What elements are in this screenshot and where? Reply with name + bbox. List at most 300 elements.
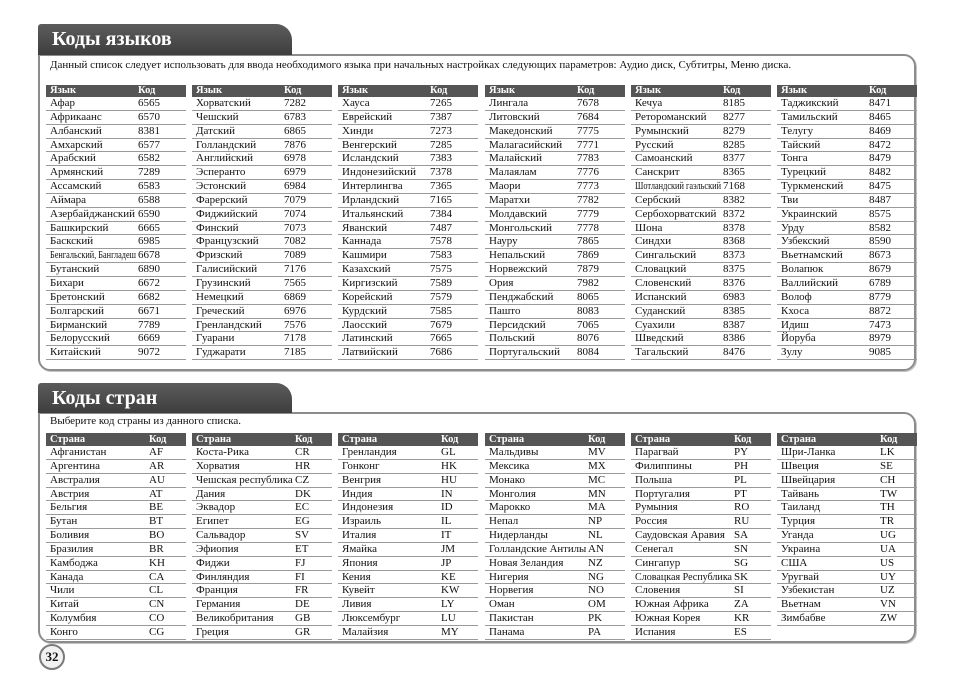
country-row [46, 515, 186, 529]
country-name-cell [489, 543, 586, 556]
country-row [485, 557, 625, 571]
country-name-cell [196, 529, 293, 542]
language-name: Русский [635, 138, 674, 151]
country-name: Гонконг [342, 459, 380, 472]
country-name-cell [196, 612, 293, 625]
country-name: Бутан [50, 515, 78, 528]
country-table-column [338, 433, 478, 640]
country-name-cell [50, 529, 147, 542]
language-row [338, 222, 478, 236]
language-row [777, 194, 917, 208]
country-name: Индонезия [342, 501, 394, 514]
language-name-cell [489, 346, 575, 359]
country-name-cell [50, 626, 147, 639]
country-code: ZW [880, 612, 898, 625]
language-name: Бирманский [50, 318, 108, 331]
language-name-cell [489, 152, 575, 165]
country-code: OM [588, 598, 606, 611]
language-code: 7779 [577, 207, 599, 220]
country-name-cell [50, 557, 147, 570]
language-name-cell [781, 139, 867, 152]
language-code: 7282 [284, 97, 306, 109]
language-name: Французский [196, 235, 259, 248]
language-name-cell [781, 194, 867, 207]
language-code: 7165 [430, 193, 452, 206]
language-name-cell [50, 277, 136, 290]
country-code: TW [880, 487, 898, 500]
language-name-cell [781, 305, 867, 318]
language-row [46, 332, 186, 346]
language-code: 6570 [138, 110, 160, 123]
country-name: Южная Корея [635, 612, 701, 625]
language-name: Науру [489, 235, 518, 248]
language-code: 8476 [723, 346, 745, 359]
language-name-cell [489, 249, 575, 262]
country-name-cell [196, 446, 293, 459]
language-name: Малагасийский [489, 138, 563, 151]
country-name-cell [50, 612, 147, 625]
language-row [338, 125, 478, 139]
country-row [485, 626, 625, 640]
country-name-cell [635, 557, 732, 570]
country-code: MC [588, 473, 606, 486]
language-row [631, 291, 771, 305]
language-name-cell [50, 249, 136, 262]
country-name-cell [489, 515, 586, 528]
language-row [46, 235, 186, 249]
language-name-cell [342, 194, 428, 207]
language-row [485, 249, 625, 263]
country-row [338, 571, 478, 585]
language-name-cell [489, 111, 575, 124]
language-row [485, 305, 625, 319]
language-code: 6565 [138, 97, 160, 109]
language-name-cell [50, 332, 136, 345]
country-name: Великобритания [196, 612, 274, 625]
language-name: Аймара [50, 193, 86, 206]
country-code-header: Код [441, 434, 459, 445]
language-row [631, 263, 771, 277]
language-name: Малайский [489, 152, 543, 165]
language-name-cell [196, 346, 282, 359]
language-row [46, 125, 186, 139]
language-code: 6588 [138, 193, 160, 206]
language-name: Кхоса [781, 304, 810, 317]
country-code: KR [734, 612, 750, 625]
country-row [46, 446, 186, 460]
country-row [777, 474, 917, 488]
country-row [192, 543, 332, 557]
language-name: Тайский [781, 138, 821, 151]
language-code: 8285 [723, 138, 745, 151]
country-row [485, 571, 625, 585]
country-row [192, 529, 332, 543]
country-row [46, 460, 186, 474]
language-column-header [631, 85, 771, 97]
language-code: 8679 [869, 263, 891, 276]
language-name-cell [635, 291, 721, 304]
language-name: Узбекский [781, 235, 830, 248]
country-name-cell [50, 598, 147, 611]
country-name: Пакистан [489, 612, 534, 625]
language-name-cell [781, 277, 867, 290]
country-name-header: Страна [635, 434, 671, 445]
language-row [485, 208, 625, 222]
country-row [777, 501, 917, 515]
country-name-cell [196, 626, 293, 639]
language-code: 7378 [430, 166, 452, 179]
country-row [631, 529, 771, 543]
country-code: NG [588, 570, 604, 583]
country-code: SA [734, 529, 749, 542]
country-code: LK [880, 446, 895, 458]
country-code: RU [734, 515, 750, 528]
language-name: Норвежский [489, 263, 548, 276]
country-name-cell [50, 501, 147, 514]
country-row [631, 501, 771, 515]
country-code: EG [295, 515, 310, 528]
language-name: Польский [489, 332, 535, 345]
language-row [631, 111, 771, 125]
language-code: 7365 [430, 180, 452, 193]
language-code: 7074 [284, 207, 306, 220]
country-code: FI [295, 570, 305, 583]
country-name-cell [196, 584, 293, 597]
language-code: 7289 [138, 166, 160, 179]
country-name-cell [342, 474, 439, 487]
language-row [192, 291, 332, 305]
language-name-cell [489, 263, 575, 276]
language-row [777, 111, 917, 125]
language-code: 6985 [138, 235, 160, 248]
country-name: Боливия [50, 529, 90, 542]
country-name-cell [489, 598, 586, 611]
language-name-cell [342, 139, 428, 152]
country-name: Парагвай [635, 446, 679, 458]
country-row [631, 557, 771, 571]
country-name-cell [635, 543, 732, 556]
country-code: AN [588, 542, 604, 555]
country-name: Узбекистан [781, 584, 835, 597]
language-code: 7487 [430, 221, 452, 234]
language-name-cell [50, 235, 136, 248]
language-column-header [338, 85, 478, 97]
language-code: 6582 [138, 152, 160, 165]
language-name-cell [489, 139, 575, 152]
language-code: 8376 [723, 276, 745, 289]
language-name: Фарерский [196, 193, 248, 206]
language-table-column [631, 85, 771, 360]
country-name-cell [489, 488, 586, 501]
language-code: 8076 [577, 332, 599, 345]
language-name-cell [781, 235, 867, 248]
language-row [46, 166, 186, 180]
language-code: 8375 [723, 263, 745, 276]
country-row [192, 460, 332, 474]
language-name-cell [50, 208, 136, 221]
language-name-cell [635, 235, 721, 248]
country-name: Израиль [342, 515, 382, 528]
language-code: 8475 [869, 180, 891, 193]
country-code: UG [880, 529, 896, 542]
country-name: Словения [635, 584, 681, 597]
language-code: 6583 [138, 180, 160, 193]
language-name-cell [635, 111, 721, 124]
language-name-cell [50, 222, 136, 235]
language-name-cell [489, 222, 575, 235]
country-row [192, 501, 332, 515]
country-name: Конго [50, 625, 78, 638]
language-row [631, 208, 771, 222]
language-name: Амхарский [50, 138, 103, 151]
language-code: 8185 [723, 97, 745, 109]
country-row [338, 543, 478, 557]
language-name-cell [342, 235, 428, 248]
country-name: Бельгия [50, 501, 88, 514]
country-code: TH [880, 501, 895, 514]
language-row [777, 249, 917, 263]
language-name-cell [196, 152, 282, 165]
country-name: Вьетнам [781, 598, 821, 611]
country-name: Австрия [50, 487, 90, 500]
language-name-cell [196, 97, 282, 110]
country-code: BT [149, 515, 164, 528]
country-name: Панама [489, 625, 525, 638]
country-row [485, 460, 625, 474]
language-row [46, 222, 186, 236]
language-name: Тви [781, 193, 799, 206]
language-code: 6577 [138, 138, 160, 151]
country-name: Нидерланды [489, 529, 548, 542]
language-code-header: Код [138, 85, 156, 96]
language-name: Китайский [50, 346, 101, 359]
language-row [485, 319, 625, 333]
language-code: 7982 [577, 276, 599, 289]
language-row [631, 222, 771, 236]
language-name: Голландский [196, 138, 257, 151]
country-row [192, 571, 332, 585]
country-row [485, 488, 625, 502]
country-code: DK [295, 487, 311, 500]
language-code: 7782 [577, 193, 599, 206]
language-row [192, 249, 332, 263]
country-row [631, 612, 771, 626]
language-code: 6590 [138, 207, 160, 220]
country-column-header [485, 433, 625, 446]
language-code: 7473 [869, 318, 891, 331]
country-name: Гренландия [342, 446, 397, 458]
country-name: Австралия [50, 473, 100, 486]
country-row [485, 598, 625, 612]
country-name-cell [196, 598, 293, 611]
language-code: 7168 [723, 180, 745, 193]
language-name-cell [635, 305, 721, 318]
country-name-cell [489, 584, 586, 597]
country-row [631, 460, 771, 474]
country-name-cell [781, 446, 878, 459]
country-name-cell [489, 446, 586, 459]
country-row [485, 515, 625, 529]
country-code: ET [295, 542, 309, 555]
country-row [46, 543, 186, 557]
country-name: Япония [342, 556, 378, 569]
language-row [777, 139, 917, 153]
language-name-cell [50, 305, 136, 318]
language-row [192, 346, 332, 360]
language-row [631, 139, 771, 153]
language-name: Бретонский [50, 290, 105, 303]
language-code: 8479 [869, 152, 891, 165]
country-name-cell [342, 515, 439, 528]
language-code: 6976 [284, 304, 306, 317]
language-name-header: Язык [489, 85, 516, 96]
language-code: 6671 [138, 304, 160, 317]
country-row [631, 474, 771, 488]
country-code: FR [295, 584, 309, 597]
language-name: Пенджабский [489, 290, 554, 303]
language-name-cell [635, 125, 721, 138]
language-name-cell [342, 346, 428, 359]
country-code: SE [880, 459, 893, 472]
language-name: Тагальский [635, 346, 689, 359]
country-name-cell [489, 474, 586, 487]
country-row [485, 501, 625, 515]
language-code: 7773 [577, 180, 599, 193]
country-name-cell [50, 474, 147, 487]
language-name-cell [781, 263, 867, 276]
language-row [192, 263, 332, 277]
language-column-header [777, 85, 917, 97]
country-name: Шри-Ланка [781, 446, 836, 458]
language-name: Синдхи [635, 235, 672, 248]
language-code: 8582 [869, 221, 891, 234]
country-name: Непал [489, 515, 519, 528]
language-name-cell [489, 194, 575, 207]
country-code: AU [149, 473, 165, 486]
country-row [192, 474, 332, 488]
language-code: 7576 [284, 318, 306, 331]
language-name-cell [50, 111, 136, 124]
language-name-cell [342, 208, 428, 221]
language-code: 8471 [869, 97, 891, 109]
language-row [192, 222, 332, 236]
language-row [192, 277, 332, 291]
language-table-column [46, 85, 186, 360]
language-code: 6865 [284, 124, 306, 137]
language-code: 7578 [430, 235, 452, 248]
country-row [485, 446, 625, 460]
language-name-cell [342, 125, 428, 138]
language-row [46, 346, 186, 360]
language-name-cell [196, 332, 282, 345]
language-code: 8979 [869, 332, 891, 345]
language-name-cell [50, 125, 136, 138]
language-row [485, 263, 625, 277]
language-code-header: Код [430, 85, 448, 96]
language-code: 8065 [577, 290, 599, 303]
country-row [46, 557, 186, 571]
language-name: Баскский [50, 235, 94, 248]
language-code: 8387 [723, 318, 745, 331]
language-name-cell [196, 249, 282, 262]
language-row [777, 332, 917, 346]
country-column-header [46, 433, 186, 446]
country-name: Египет [196, 515, 229, 528]
language-code: 7879 [577, 263, 599, 276]
country-code: NZ [588, 556, 603, 569]
language-name-cell [635, 222, 721, 235]
country-row [777, 543, 917, 557]
country-name: Дания [196, 487, 226, 500]
language-row [631, 194, 771, 208]
language-name: Албанский [50, 124, 102, 137]
language-code: 6890 [138, 263, 160, 276]
country-row [631, 598, 771, 612]
language-code: 7383 [430, 152, 452, 165]
country-code: CL [149, 584, 164, 597]
language-name: Хауса [342, 97, 370, 109]
country-code: LY [441, 598, 455, 611]
country-name: Южная Африка [635, 598, 709, 611]
country-code-header: Код [295, 434, 313, 445]
language-name-cell [196, 180, 282, 193]
language-code: 8673 [869, 249, 891, 262]
language-name-cell [489, 291, 575, 304]
language-name: Гренландский [196, 318, 262, 331]
language-name-cell [342, 319, 428, 332]
language-code: 7565 [284, 276, 306, 289]
language-code: 7678 [577, 97, 599, 109]
country-code: SK [734, 570, 749, 583]
language-row [338, 235, 478, 249]
language-code: 8487 [869, 193, 891, 206]
country-name-cell [781, 488, 878, 501]
language-row [46, 208, 186, 222]
language-code: 7589 [430, 276, 452, 289]
country-name-cell [635, 488, 732, 501]
language-codes-tab [38, 24, 292, 55]
language-name: Украинский [781, 207, 838, 220]
language-name-header: Язык [50, 85, 77, 96]
country-name-cell [781, 584, 878, 597]
country-name: Тайвань [781, 487, 820, 500]
language-code: 8382 [723, 193, 745, 206]
language-code: 8368 [723, 235, 745, 248]
language-name: Молдавский [489, 207, 547, 220]
language-row [46, 291, 186, 305]
language-name-cell [781, 346, 867, 359]
language-name: Яванский [342, 221, 388, 234]
language-row [46, 180, 186, 194]
language-code-header: Код [284, 85, 302, 96]
language-code: 7579 [430, 290, 452, 303]
language-name: Ирландский [342, 193, 400, 206]
country-row [338, 612, 478, 626]
language-row [46, 263, 186, 277]
language-name: Словацкий [635, 263, 687, 276]
language-name: Азербайджанский [50, 207, 136, 220]
country-row [338, 529, 478, 543]
language-code: 6789 [869, 276, 891, 289]
language-name: Хинди [342, 124, 374, 137]
country-table-column [46, 433, 186, 640]
language-row [338, 291, 478, 305]
language-name-header: Язык [196, 85, 223, 96]
language-name: Урду [781, 221, 805, 234]
country-row [192, 612, 332, 626]
language-code: 7387 [430, 110, 452, 123]
language-name-cell [489, 97, 575, 110]
